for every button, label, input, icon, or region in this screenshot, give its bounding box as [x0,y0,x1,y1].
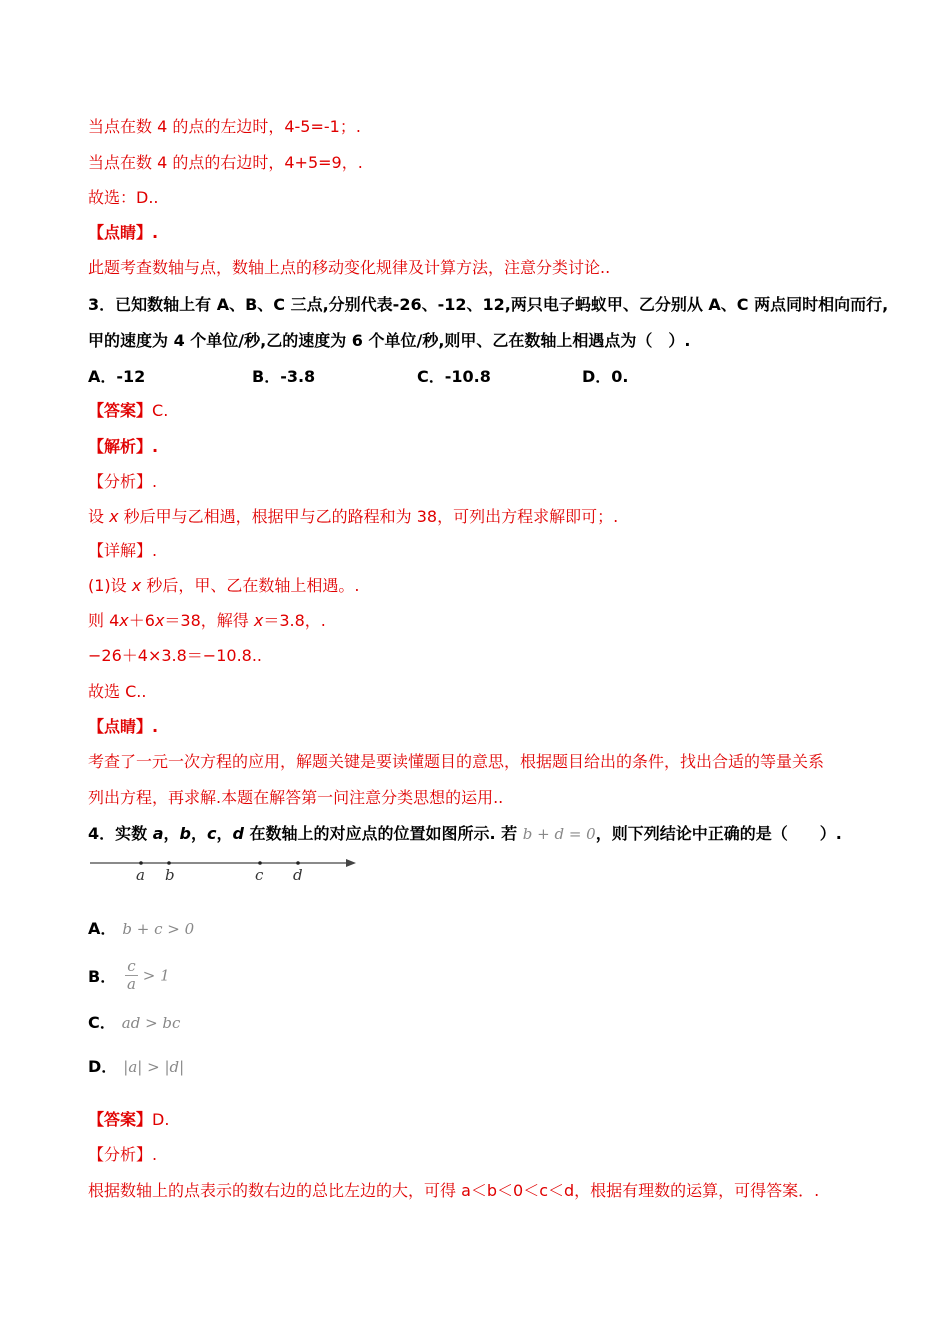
q3-answer-label: 【答案】 [88,401,153,420]
point-c [258,861,262,865]
text: 4．实数 [88,824,153,843]
q2-choice: 故选：D.. [88,188,159,207]
option-label: A． [88,919,117,938]
text: 在数轴上的对应点的位置如图所示. 若 [243,824,523,843]
q3-step1 [88,575,359,597]
variable-a: a [152,824,164,843]
text: ＝3.8，. [263,611,326,630]
q4-option-d [88,1056,184,1078]
fraction-denominator: a [127,975,136,993]
text: ， [190,824,207,843]
q3-stem-line1: 3．已知数轴上有 A、B、C 三点,分别代表-26、-12、12,两只电子蚂蚁甲、乙分别从 A、C 两点同时相向而行, [88,295,889,314]
variable-x: x [131,576,142,595]
variable-b: b [179,824,191,843]
point-a [139,861,143,865]
q3-jiexi-label: 【解析】. [88,437,159,456]
option-label: C． [88,1013,116,1032]
q3-step3: −26＋4×3.8＝−10.8.. [88,646,263,665]
point-b [167,861,171,865]
text: ＝38，解得 [164,611,254,630]
option-formula: ad > bc [121,1014,181,1032]
q4-answer-label: 【答案】 [88,1110,153,1129]
q3-answer [88,400,168,422]
text: ， [216,824,233,843]
variable-x: x [109,507,119,526]
text: 秒后，甲、乙在数轴上相遇。. [141,576,360,595]
option-formula: b + c > 0 [122,920,195,938]
q3-dianjing-line2: 列出方程，再求解.本题在解答第一问注意分类思想的运用.. [88,788,504,807]
variable-x: x [119,611,129,630]
q3-fenxi-text [88,506,618,528]
q3-xiangjie-label: 【详解】. [88,541,158,560]
variable-x: x [154,611,165,630]
text: 设 [88,507,110,526]
q4-option-a [88,918,194,940]
q4-option-b [88,958,170,993]
q3-stem-line2: 甲的速度为 4 个单位/秒,乙的速度为 6 个单位/秒,则甲、乙在数轴上相遇点为（ ）. [88,331,691,350]
text: (1)设 [88,576,132,595]
text: ， [163,824,180,843]
q4-stem [88,823,842,845]
option-formula: |a| > |d| [123,1058,185,1076]
q4-fenxi-label: 【分析】. [88,1145,158,1164]
q2-line-left: 当点在数 4 的点的左边时，4-5=-1；. [88,117,361,136]
text: 秒后甲与乙相遇，根据甲与乙的路程和为 38，可列出方程求解即可；. [118,507,619,526]
label-b: b [165,866,175,884]
condition-formula: b + d = 0 [522,825,596,843]
point-d [296,861,300,865]
number-line-figure [86,852,366,896]
q3-dianjing-label: 【点睛】. [88,717,159,736]
axis-arrow-icon [346,859,356,867]
q3-option-d: D．0. [582,367,629,386]
q4-answer-value: D. [152,1110,170,1129]
label-c: c [255,866,264,884]
q3-step2 [88,610,326,632]
variable-x: x [253,611,264,630]
fraction-numerator: c [127,957,136,975]
q2-dianjing-text: 此题考查数轴与点，数轴上点的移动变化规律及计算方法，注意分类讨论.. [88,258,611,277]
text: 则 4 [88,611,120,630]
text: ，则下列结论中正确的是（ ）. [595,824,842,843]
option-label: D． [88,1057,118,1076]
q3-option-b: B．-3.8 [252,367,316,386]
q3-step4: 故选 C.. [88,682,147,701]
q3-answer-value: C. [152,401,169,420]
label-a: a [136,866,145,884]
q4-fenxi-text: 根据数轴上的点表示的数右边的总比左边的大，可得 a＜b＜0＜c＜d，根据有理数的运算，可得答案．. [88,1181,820,1200]
q4-answer [88,1109,169,1131]
option-label: B． [88,967,117,986]
option-fraction [125,958,137,993]
option-formula: > 1 [142,966,170,985]
label-d: d [293,866,303,884]
q2-dianjing-label: 【点睛】. [88,223,159,242]
q3-fenxi-label: 【分析】. [88,472,158,491]
variable-c: c [207,824,217,843]
q3-option-a: A．-12 [88,367,146,386]
variable-d: d [232,824,244,843]
q3-dianjing-line1: 考查了一元一次方程的应用，解题关键是要读懂题目的意思，根据题目给出的条件，找出合适的等量关系 [88,752,825,771]
q4-option-c [88,1012,180,1034]
q2-line-right: 当点在数 4 的点的右边时，4+5=9，. [88,153,363,172]
q3-option-c: C．-10.8 [417,367,491,386]
text: ＋6 [128,611,155,630]
